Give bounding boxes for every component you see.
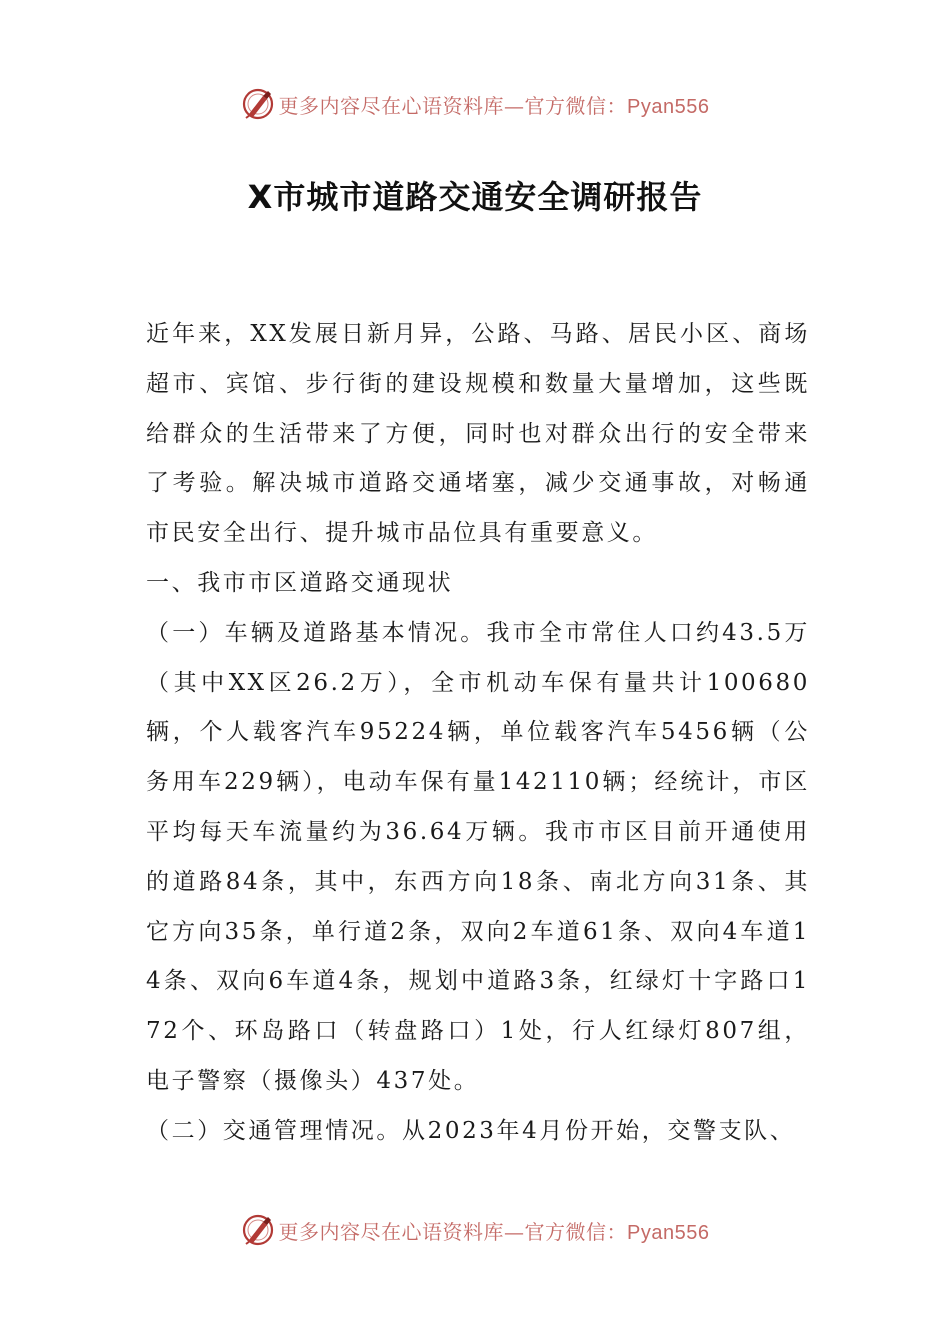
paragraph-intro: 近年来，XX发展日新月异，公路、马路、居民小区、商场超市、宾馆、步行街的建设规模和数量大量增加，这些既给群众的生活带来了方便，同时也对群众出行的安全带来了考验。解决城市道路交通堵塞，减少交通事故，对畅通市民安全出行、提升城市品位具有重要意义。 (146, 321, 810, 547)
watermark-text: 更多内容尽在心语资料库—官方微信：Pyan556 (278, 93, 710, 118)
pen-nib-logo-icon (241, 87, 275, 121)
paragraph-vehicles-roads: （一）车辆及道路基本情况。我市全市常住人口约43.5万（其中XX区26.2万），全市机动车保有量共计100680辆，个人载客汽车95224辆，单位载客汽车5456辆（公务用车229辆），电动车保有量142110辆；经统计，市区平均每天车流量约为36.64万辆。我市市区目前开通使用的道路84条，其中，东西方向18条、南北方向31条、其它方向35条，单行道2条，双向2车道61条、双向4车道14条、双向6车道4条，规划中道路3条，红绿灯十字路口172个、环岛路口（转盘路口）1处，行人红绿灯807组，电子警察（摄像头）437处。 (146, 619, 810, 1094)
section-heading-1: 一、我市市区道路交通现状 (146, 569, 454, 596)
watermark-text: 更多内容尽在心语资料库—官方微信：Pyan556 (278, 1219, 710, 1244)
watermark-header (0, 84, 950, 124)
document-body (146, 310, 810, 1157)
watermark-footer (0, 1210, 950, 1250)
paragraph-traffic-management: （二）交通管理情况。从2023年4月份开始，交警支队、 (146, 1117, 796, 1144)
document-title: X市城市道路交通安全调研报告 (247, 178, 703, 216)
pen-nib-logo-icon (241, 1213, 275, 1247)
